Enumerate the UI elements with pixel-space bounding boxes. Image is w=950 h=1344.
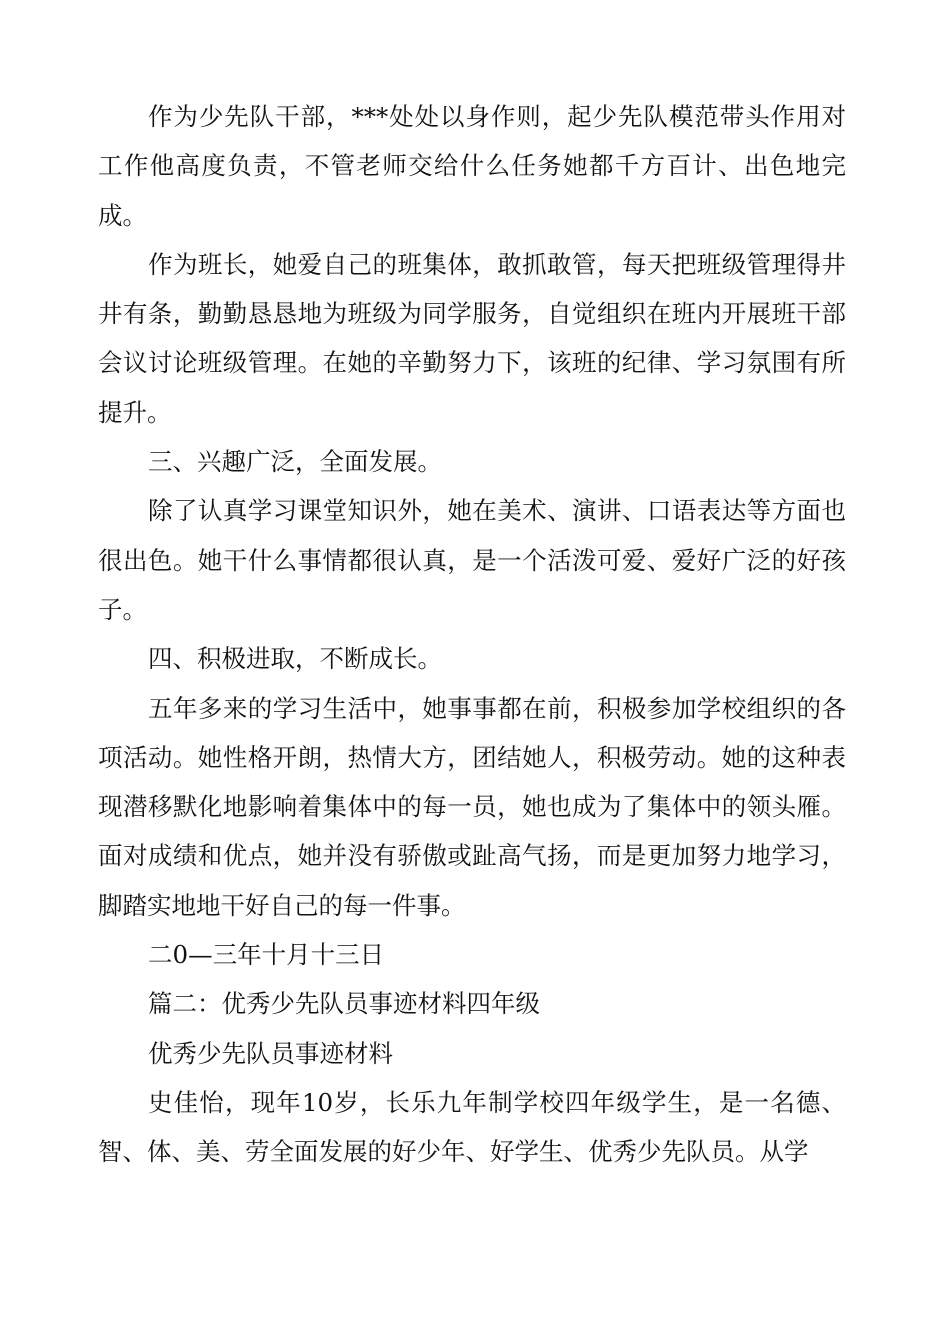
paragraph-student-intro: 史佳怡，现年10岁，长乐九年制学校四年级学生，是一名德、智、体、美、劳全面发展的好少年、好学生、优秀少先队员。从学: [98, 1087, 846, 1167]
article-two-heading: 篇二：优秀少先队员事迹材料四年级: [148, 989, 540, 1019]
paragraph-progress: 五年多来的学习生活中，她事事都在前，积极参加学校组织的各项活动。她性格开朗，热情大方，团结她人，积极劳动。她的这种表现潜移默化地影响着集体中的每一员，她也成为了集体中的领头雁。面对成绩和优点，她并没有骄傲或趾高气扬，而是更加努力地学习，脚踏实地地干好自己的每一件事。: [98, 693, 846, 920]
section-heading-progress: 四、积极进取，不断成长。: [148, 644, 442, 674]
article-two-title: 优秀少先队员事迹材料: [148, 1038, 393, 1068]
paragraph-interests: 除了认真学习课堂知识外，她在美术、演讲、口语表达等方面也很出色。她干什么事情都很认真，是一个活泼可爱、爱好广泛的好孩子。: [98, 496, 846, 624]
paragraph-cadre-role: 作为少先队干部，***处处以身作则，起少先队模范带头作用对工作他高度负责，不管老师交给什么任务她都千方百计、出色地完成。: [98, 102, 846, 230]
date-line: 二0—三年十月十三日: [148, 940, 385, 970]
section-heading-interests: 三、兴趣广泛，全面发展。: [148, 447, 442, 477]
document-body: [98, 92, 846, 1177]
paragraph-monitor-role: 作为班长，她爱自己的班集体，敢抓敢管，每天把班级管理得井井有条，勤勤恳恳地为班级为同学服务，自觉组织在班内开展班干部会议讨论班级管理。在她的辛勤努力下，该班的纪律、学习氛围有所提升。: [98, 249, 846, 427]
